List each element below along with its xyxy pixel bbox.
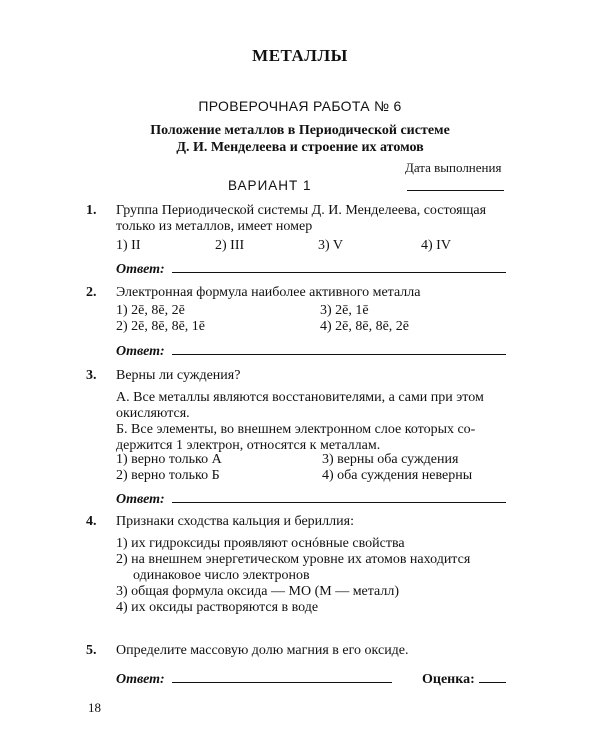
- question-1-answer-line[interactable]: [172, 272, 506, 273]
- question-1-text: [116, 203, 516, 235]
- question-4-item-1: 1) их гидроксиды проявляют оснóвные свойства: [116, 536, 405, 551]
- question-3-answer-line[interactable]: [172, 502, 506, 503]
- question-3-option-1: 1) верно только А: [116, 452, 222, 467]
- question-3-option-2: 2) верно только Б: [116, 468, 220, 483]
- question-2-option-3: 3) 2ē, 1ē: [320, 303, 369, 318]
- question-2-option-1: 1) 2ē, 8ē, 2ē: [116, 303, 185, 318]
- question-2-answer-line[interactable]: [172, 354, 506, 355]
- statement-b-line-1: Б. Все элементы, во внешнем электронном слое которых со-: [116, 422, 476, 437]
- question-2-text: Электронная формула наиболее активного металла: [116, 285, 421, 300]
- grade-line[interactable]: [479, 682, 506, 683]
- variant-label: ВАРИАНТ 1: [228, 178, 312, 193]
- question-3-number: 3.: [86, 368, 97, 383]
- subtitle: [0, 122, 600, 156]
- question-5-answer-line[interactable]: [172, 682, 392, 683]
- question-5-answer-label: Ответ:: [116, 672, 165, 687]
- date-field-line[interactable]: [407, 190, 504, 191]
- question-4-item-3: 3) общая формула оксида — МО (М — металл): [116, 584, 400, 599]
- question-3-statement-a: [116, 390, 516, 454]
- question-3-text: Верны ли суждения?: [116, 368, 241, 383]
- question-5-text: Определите массовую долю магния в его оксиде.: [116, 643, 409, 658]
- question-1-option-4: 4) IV: [421, 238, 451, 253]
- statement-a-line-2: окисляются.: [116, 406, 190, 421]
- question-1-option-2: 2) III: [215, 238, 245, 253]
- question-2-option-4: 4) 2ē, 8ē, 8ē, 2ē: [320, 319, 410, 334]
- question-1-answer-label: Ответ:: [116, 262, 165, 277]
- question-3-option-4: 4) оба суждения неверны: [322, 468, 473, 483]
- question-5-number: 5.: [86, 643, 97, 658]
- statement-a-line-1: А. Все металлы являются восстановителями, а сами при этом: [116, 390, 484, 405]
- question-2-number: 2.: [86, 285, 97, 300]
- grade-label: Оценка:: [422, 672, 475, 687]
- question-4-text: Признаки сходства кальция и бериллия:: [116, 514, 354, 529]
- question-1-option-1: 1) II: [116, 238, 141, 253]
- date-label: Дата выполнения: [405, 160, 502, 175]
- question-2-answer-label: Ответ:: [116, 344, 165, 359]
- question-4-item-4: 4) их оксиды растворяются в воде: [116, 600, 319, 615]
- subtitle-line-2: Д. И. Менделеева и строение их атомов: [176, 140, 424, 155]
- question-1-line-2: только из металлов, имеет номер: [116, 219, 313, 234]
- page-number: 18: [88, 700, 101, 715]
- question-3-answer-label: Ответ:: [116, 492, 165, 507]
- work-title: ПРОВЕРОЧНАЯ РАБОТА № 6: [198, 98, 402, 114]
- question-1-line-1: Группа Периодической системы Д. И. Менделеева, состоящая: [116, 203, 487, 218]
- question-4-number: 4.: [86, 514, 97, 529]
- subtitle-line-1: Положение металлов в Периодической системе: [150, 123, 450, 138]
- question-2-option-2: 2) 2ē, 8ē, 8ē, 1ē: [116, 319, 206, 334]
- question-4-items: [116, 536, 516, 616]
- question-1-number: 1.: [86, 203, 97, 218]
- section-title: МЕТАЛЛЫ: [252, 46, 348, 65]
- question-4-item-2: 2) на внешнем энергетическом уровне их атомов находится: [116, 552, 471, 567]
- statement-b-line-2: держится 1 электрон, относятся к металлам.: [116, 438, 381, 453]
- question-1-option-3: 3) V: [318, 238, 344, 253]
- question-3-option-3: 3) верны оба суждения: [322, 452, 459, 467]
- question-4-item-2-cont: одинаковое число электронов: [133, 568, 310, 583]
